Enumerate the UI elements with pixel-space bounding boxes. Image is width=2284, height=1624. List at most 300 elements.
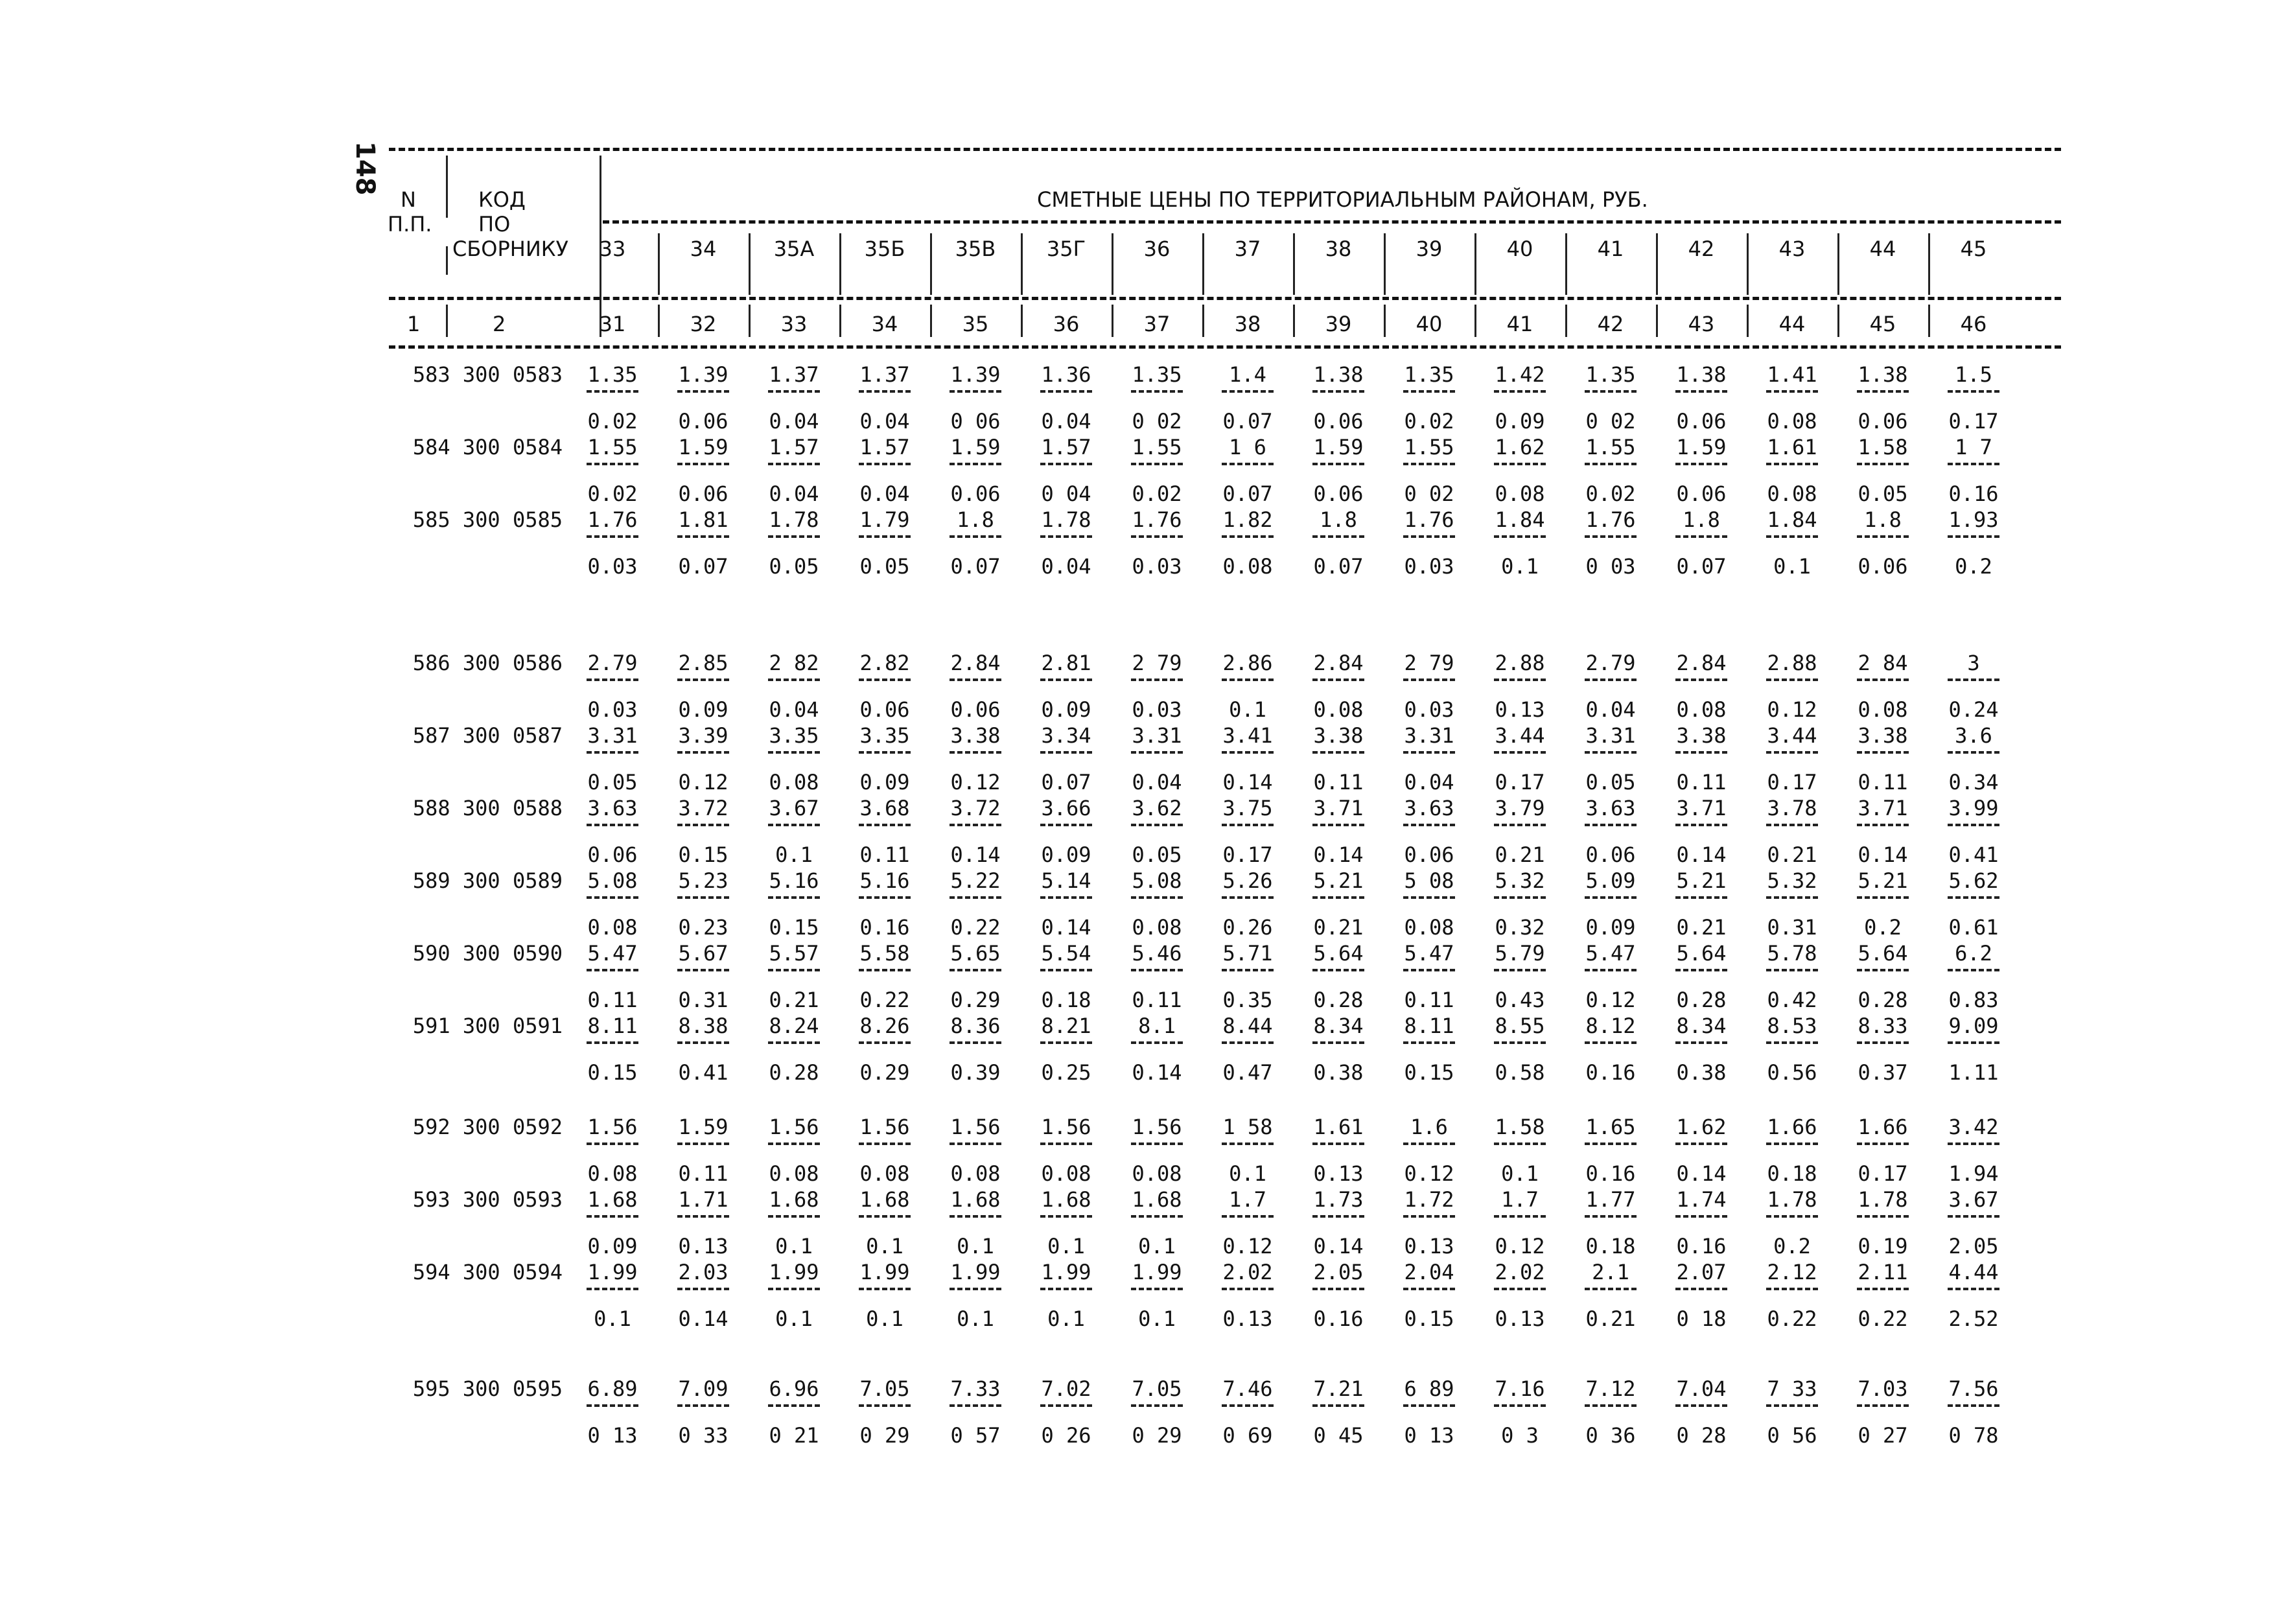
fraction-line — [587, 824, 638, 826]
fraction-line — [587, 1215, 638, 1218]
table-cell-top: 1.8 — [957, 507, 994, 532]
fraction-line — [950, 1288, 1001, 1290]
table-cell-top: 1.7 — [1229, 1187, 1266, 1212]
fraction-line — [1131, 463, 1183, 465]
table-cell-top: 3.31 — [587, 723, 638, 748]
table-cell-bottom: 0.08 — [1313, 697, 1364, 722]
fraction-line — [1766, 535, 1818, 538]
fraction-line — [1040, 1288, 1092, 1290]
fraction-line — [768, 679, 820, 681]
table-cell-top: 8.12 — [1585, 1014, 1636, 1038]
table-cell-bottom: 0.07 — [1676, 554, 1727, 579]
table-cell-bottom: 0.06 — [678, 409, 728, 434]
table-cell-bottom: 0.08 — [1404, 915, 1454, 940]
header-region-1: 34 — [690, 237, 717, 261]
fraction-line — [1948, 1143, 1999, 1145]
table-cell-top: 5.16 — [769, 868, 819, 893]
fraction-line — [1312, 1143, 1364, 1145]
table-cell-top: 2.85 — [678, 651, 728, 675]
fraction-line — [950, 1143, 1001, 1145]
fraction-line — [677, 824, 729, 826]
table-cell-bottom: 0.08 — [1767, 409, 1817, 434]
fraction-line — [950, 1404, 1001, 1407]
fraction-line — [677, 751, 729, 754]
table-cell-top: 7.03 — [1858, 1376, 1908, 1401]
fraction-line — [1403, 969, 1455, 971]
table-cell-bottom: 0 3 — [1501, 1423, 1539, 1448]
table-cell-top: 5.32 — [1767, 868, 1817, 893]
fraction-line — [1585, 824, 1637, 826]
table-cell-bottom: 0.14 — [1313, 842, 1364, 867]
table-cell-bottom: 0.1 — [775, 842, 813, 867]
table-cell-top: 1.68 — [1041, 1187, 1091, 1212]
table-cell-bottom: 0.12 — [678, 770, 728, 795]
fraction-line — [1857, 535, 1909, 538]
table-cell-top: 1.99 — [1132, 1260, 1182, 1284]
fraction-line — [587, 535, 638, 538]
fraction-line — [859, 390, 911, 393]
table-cell-top: 5.64 — [1676, 941, 1727, 966]
table-cell-top: 2.81 — [1041, 651, 1091, 675]
table-cell-bottom: 0.1 — [1773, 554, 1811, 579]
table-cell-bottom: 0.13 — [1313, 1161, 1364, 1186]
table-cell-bottom: 0.1 — [775, 1234, 813, 1259]
table-cell-bottom: 0.61 — [1948, 915, 1999, 940]
table-cell-bottom: 0.03 — [1404, 554, 1454, 579]
fraction-line — [1585, 1288, 1637, 1290]
table-cell-top: 1.78 — [1767, 1187, 1817, 1212]
table-cell-top: 2.84 — [1313, 651, 1364, 675]
table-cell-top: 1.71 — [678, 1187, 728, 1212]
table-cell-top: 1.62 — [1495, 435, 1545, 459]
table-cell-bottom: 0.1 — [775, 1306, 813, 1331]
table-cell-top: 3.62 — [1132, 796, 1182, 820]
table-cell-top: 2 84 — [1858, 651, 1908, 675]
table-cell-top: 1.99 — [587, 1260, 638, 1284]
table-cell-top: 1.81 — [678, 507, 728, 532]
table-cell-bottom: 0.06 — [587, 842, 638, 867]
table-cell-bottom: 0.11 — [859, 842, 910, 867]
table-cell-bottom: 0.04 — [1041, 409, 1091, 434]
vrule-col-7 — [1202, 233, 1204, 295]
table-cell-top: 5.54 — [1041, 941, 1091, 966]
fraction-line — [587, 390, 638, 393]
fraction-line — [768, 1288, 820, 1290]
fraction-line — [1948, 1404, 1999, 1407]
vrule-col-5 — [1021, 233, 1023, 295]
table-cell-top: 5.57 — [769, 941, 819, 966]
table-cell-top: 1.99 — [1041, 1260, 1091, 1284]
table-cell-bottom: 0.11 — [678, 1161, 728, 1186]
table-cell-bottom: 0 13 — [587, 1423, 638, 1448]
table-cell-top: 1.82 — [1222, 507, 1273, 532]
fraction-line — [768, 824, 820, 826]
table-cell-bottom: 0.09 — [1041, 697, 1091, 722]
table-cell-bottom: 0.83 — [1948, 988, 1999, 1012]
table-cell-top: 1.77 — [1585, 1187, 1636, 1212]
table-cell-bottom: 0.47 — [1222, 1060, 1273, 1085]
table-cell-top: 7.16 — [1495, 1376, 1545, 1401]
table-cell-top: 1.76 — [1585, 507, 1636, 532]
table-cell-bottom: 0.58 — [1495, 1060, 1545, 1085]
fraction-line — [768, 896, 820, 899]
table-cell-top: 1.39 — [678, 362, 728, 387]
fraction-line — [1403, 1404, 1455, 1407]
table-cell-top: 1 7 — [1955, 435, 1992, 459]
table-cell-top: 1.7 — [1501, 1187, 1539, 1212]
table-cell-bottom: 0.38 — [1676, 1060, 1727, 1085]
table-cell-top: 2.02 — [1495, 1260, 1545, 1284]
vrule-num-13 — [1747, 305, 1749, 337]
fraction-line — [1312, 896, 1364, 899]
fraction-line — [1948, 969, 1999, 971]
table-row-id: 594 300 0594 — [412, 1260, 563, 1284]
fraction-line — [1585, 535, 1637, 538]
table-cell-top: 6.96 — [769, 1376, 819, 1401]
fraction-line — [950, 751, 1001, 754]
fraction-line — [1585, 751, 1637, 754]
table-cell-top: 5.21 — [1676, 868, 1727, 893]
table-cell-bottom: 0.02 — [1585, 481, 1636, 506]
fraction-line — [1948, 463, 1999, 465]
table-cell-bottom: 0.06 — [1313, 409, 1364, 434]
table-cell-top: 1.58 — [1858, 435, 1908, 459]
table-cell-bottom: 0.1 — [1501, 1161, 1539, 1186]
table-cell-bottom: 0.05 — [1132, 842, 1182, 867]
table-cell-top: 3.31 — [1132, 723, 1182, 748]
fraction-line — [1494, 1215, 1546, 1218]
header-region-8: 38 — [1325, 237, 1352, 261]
table-cell-bottom: 0.03 — [1132, 697, 1182, 722]
header-colnum-7: 35 — [962, 312, 989, 336]
fraction-line — [1312, 1041, 1364, 1044]
header-mid-rule — [603, 220, 2061, 224]
table-cell-top: 1.56 — [1041, 1115, 1091, 1139]
fraction-line — [1040, 1215, 1092, 1218]
table-cell-bottom: 0.22 — [1858, 1306, 1908, 1331]
vrule-col-9 — [1384, 233, 1386, 295]
fraction-line — [1131, 1404, 1183, 1407]
fraction-line — [1494, 896, 1546, 899]
table-cell-top: 2 79 — [1132, 651, 1182, 675]
fraction-line — [587, 1041, 638, 1044]
fraction-line — [1948, 535, 1999, 538]
fraction-line — [1766, 1215, 1818, 1218]
table-cell-bottom: 0 21 — [769, 1423, 819, 1448]
table-cell-top: 2.12 — [1767, 1260, 1817, 1284]
fraction-line — [1222, 1215, 1274, 1218]
vrule-num-3 — [839, 305, 841, 337]
table-cell-bottom: 0.16 — [1585, 1060, 1636, 1085]
fraction-line — [859, 1404, 911, 1407]
table-cell-bottom: 0.26 — [1222, 915, 1273, 940]
table-cell-bottom: 0 02 — [1404, 481, 1454, 506]
fraction-line — [1766, 390, 1818, 393]
fraction-line — [1585, 463, 1637, 465]
fraction-line — [950, 824, 1001, 826]
fraction-line — [1675, 679, 1727, 681]
table-cell-top: 3.31 — [1585, 723, 1636, 748]
table-cell-bottom: 0.08 — [769, 1161, 819, 1186]
table-cell-bottom: 0.08 — [587, 915, 638, 940]
fraction-line — [859, 1288, 911, 1290]
fraction-line — [1766, 1143, 1818, 1145]
table-cell-top: 8.33 — [1858, 1014, 1908, 1038]
table-cell-bottom: 0.1 — [1229, 1161, 1266, 1186]
fraction-line — [950, 463, 1001, 465]
table-cell-bottom: 0.04 — [1132, 770, 1182, 795]
table-cell-bottom: 0.08 — [950, 1161, 1001, 1186]
header-colnum-1: 1 — [407, 312, 421, 336]
table-cell-bottom: 0.35 — [1222, 988, 1273, 1012]
vrule-n2 — [446, 246, 448, 275]
table-cell-top: 1.38 — [1676, 362, 1727, 387]
table-cell-bottom: 0.11 — [1676, 770, 1727, 795]
table-cell-bottom: 0.21 — [1585, 1306, 1636, 1331]
vrule-num-15 — [1928, 305, 1930, 337]
table-cell-bottom: 0.14 — [1041, 915, 1091, 940]
table-cell-top: 5.21 — [1858, 868, 1908, 893]
fraction-line — [587, 969, 638, 971]
table-cell-top: 7.05 — [1132, 1376, 1182, 1401]
table-cell-top: 3.38 — [1313, 723, 1364, 748]
table-cell-bottom: 0.17 — [1948, 409, 1999, 434]
table-cell-bottom: 0.1 — [1229, 697, 1266, 722]
table-cell-top: 1.72 — [1404, 1187, 1454, 1212]
table-cell-top: 3.67 — [769, 796, 819, 820]
table-cell-bottom: 0 02 — [1585, 409, 1636, 434]
fraction-line — [1766, 751, 1818, 754]
table-cell-top: 2.03 — [678, 1260, 728, 1284]
table-cell-top: 7.46 — [1222, 1376, 1273, 1401]
fraction-line — [768, 1143, 820, 1145]
table-cell-bottom: 0.11 — [1858, 770, 1908, 795]
header-region-6: 36 — [1143, 237, 1171, 261]
fraction-line — [1675, 1404, 1727, 1407]
vrule-col-8 — [1293, 233, 1295, 295]
table-cell-top: 8.1 — [1138, 1014, 1176, 1038]
fraction-line — [859, 679, 911, 681]
vrule-col-3 — [839, 233, 841, 295]
fraction-line — [1494, 463, 1546, 465]
table-cell-bottom: 0.16 — [1585, 1161, 1636, 1186]
fraction-line — [768, 535, 820, 538]
fraction-line — [587, 751, 638, 754]
table-cell-bottom: 0.03 — [587, 697, 638, 722]
header-region-5: 35Г — [1046, 237, 1086, 261]
table-cell-bottom: 0.07 — [1222, 409, 1273, 434]
table-cell-bottom: 0.08 — [587, 1161, 638, 1186]
fraction-line — [1675, 535, 1727, 538]
fraction-line — [859, 1215, 911, 1218]
table-cell-bottom: 0.22 — [1767, 1306, 1817, 1331]
fraction-line — [1494, 1288, 1546, 1290]
table-cell-top: 8.11 — [1404, 1014, 1454, 1038]
fraction-line — [677, 1288, 729, 1290]
fraction-line — [1312, 1404, 1364, 1407]
header-region-7: 37 — [1234, 237, 1261, 261]
fraction-line — [1857, 463, 1909, 465]
table-cell-top: 1.68 — [769, 1187, 819, 1212]
header-colnum-13: 41 — [1506, 312, 1533, 336]
table-cell-top: 7.33 — [950, 1376, 1001, 1401]
fraction-line — [1040, 463, 1092, 465]
fraction-line — [1494, 535, 1546, 538]
table-cell-bottom: 0 45 — [1313, 1423, 1364, 1448]
fraction-line — [1948, 679, 1999, 681]
fraction-line — [1131, 390, 1183, 393]
table-cell-bottom: 0.12 — [1585, 988, 1636, 1012]
table-cell-bottom: 0.1 — [1047, 1306, 1085, 1331]
table-cell-bottom: 0.08 — [1132, 1161, 1182, 1186]
vrule-col-14 — [1837, 233, 1839, 295]
header-colnum-10: 38 — [1234, 312, 1261, 336]
table-cell-bottom: 0.06 — [1676, 481, 1727, 506]
table-cell-top: 2.04 — [1404, 1260, 1454, 1284]
fraction-line — [1131, 969, 1183, 971]
table-cell-top: 2.84 — [950, 651, 1001, 675]
table-cell-bottom: 0.19 — [1858, 1234, 1908, 1259]
table-cell-top: 5.47 — [1404, 941, 1454, 966]
header-title: СМЕТНЫЕ ЦЕНЫ ПО ТЕРРИТОРИАЛЬНЫМ РАЙОНАМ, РУБ. — [1037, 187, 1648, 212]
header-colnum-11: 39 — [1325, 312, 1352, 336]
table-cell-top: 3.42 — [1948, 1115, 1999, 1139]
fraction-line — [950, 1215, 1001, 1218]
table-cell-top: 5.08 — [587, 868, 638, 893]
fraction-line — [859, 751, 911, 754]
table-cell-top: 3.99 — [1948, 796, 1999, 820]
fraction-line — [677, 1215, 729, 1218]
header-colnum-18: 46 — [1960, 312, 1987, 336]
table-cell-bottom: 0.04 — [769, 697, 819, 722]
table-cell-top: 1.38 — [1313, 362, 1364, 387]
table-cell-bottom: 0.1 — [1501, 554, 1539, 579]
fraction-line — [1857, 1288, 1909, 1290]
table-cell-top: 1.78 — [1858, 1187, 1908, 1212]
table-cell-top: 5.64 — [1313, 941, 1364, 966]
fraction-line — [1403, 1288, 1455, 1290]
table-cell-top: 1 6 — [1229, 435, 1266, 459]
table-cell-top: 3 — [1967, 651, 1980, 675]
fraction-line — [677, 679, 729, 681]
header-region-13: 43 — [1778, 237, 1806, 261]
table-cell-top: 6.89 — [587, 1376, 638, 1401]
table-cell-top: 1.55 — [1404, 435, 1454, 459]
table-cell-bottom: 0.06 — [1585, 842, 1636, 867]
fraction-line — [1131, 535, 1183, 538]
fraction-line — [1585, 1215, 1637, 1218]
fraction-line — [1857, 679, 1909, 681]
fraction-line — [1131, 824, 1183, 826]
fraction-line — [1948, 824, 1999, 826]
table-cell-bottom: 0.14 — [950, 842, 1001, 867]
table-cell-bottom: 0 56 — [1767, 1423, 1817, 1448]
table-cell-top: 3.31 — [1404, 723, 1454, 748]
fraction-line — [1948, 1215, 1999, 1218]
table-cell-bottom: 0.02 — [587, 481, 638, 506]
fraction-line — [1766, 1404, 1818, 1407]
fraction-line — [1766, 824, 1818, 826]
table-cell-bottom: 0.09 — [1041, 842, 1091, 867]
table-cell-bottom: 0.08 — [1132, 915, 1182, 940]
table-cell-top: 3.63 — [1404, 796, 1454, 820]
table-row-id: 592 300 0592 — [412, 1115, 563, 1139]
header-colnum-14: 42 — [1597, 312, 1624, 336]
table-cell-top: 1.6 — [1410, 1115, 1448, 1139]
vrule-num-5 — [1021, 305, 1023, 337]
table-row-id: 585 300 0585 — [412, 507, 563, 532]
table-cell-top: 1.78 — [769, 507, 819, 532]
table-cell-top: 1.56 — [587, 1115, 638, 1139]
vrule-num-1 — [658, 305, 660, 337]
table-cell-top: 1.55 — [1132, 435, 1182, 459]
table-cell-bottom: 0.11 — [587, 988, 638, 1012]
table-cell-top: 8.34 — [1313, 1014, 1364, 1038]
table-cell-bottom: 0.11 — [1132, 988, 1182, 1012]
fraction-line — [859, 1143, 911, 1145]
table-cell-top: 1.41 — [1767, 362, 1817, 387]
table-cell-bottom: 0.56 — [1767, 1060, 1817, 1085]
table-cell-bottom: 0 36 — [1585, 1423, 1636, 1448]
table-row-id: 590 300 0590 — [412, 941, 563, 966]
table-cell-bottom: 0.04 — [1041, 554, 1091, 579]
table-cell-top: 3.66 — [1041, 796, 1091, 820]
fraction-line — [1040, 679, 1092, 681]
table-cell-top: 1.79 — [859, 507, 910, 532]
header-region-10: 40 — [1506, 237, 1533, 261]
table-cell-top: 8.36 — [950, 1014, 1001, 1038]
fraction-line — [1403, 1041, 1455, 1044]
table-cell-top: 1.99 — [859, 1260, 910, 1284]
table-cell-bottom: 0.08 — [1676, 697, 1727, 722]
fraction-line — [1766, 463, 1818, 465]
table-cell-top: 7.02 — [1041, 1376, 1091, 1401]
fraction-line — [1675, 1215, 1727, 1218]
table-cell-top: 1.37 — [769, 362, 819, 387]
header-region-11: 41 — [1597, 237, 1624, 261]
table-cell-bottom: 0.29 — [950, 988, 1001, 1012]
fraction-line — [1494, 390, 1546, 393]
fraction-line — [1857, 824, 1909, 826]
table-cell-bottom: 0.29 — [859, 1060, 910, 1085]
fraction-line — [1857, 1404, 1909, 1407]
fraction-line — [1131, 896, 1183, 899]
table-cell-bottom: 0.13 — [1404, 1234, 1454, 1259]
table-cell-bottom: 0.15 — [1404, 1060, 1454, 1085]
table-cell-bottom: 0.06 — [950, 697, 1001, 722]
table-cell-bottom: 0.16 — [1948, 481, 1999, 506]
table-cell-top: 3.72 — [678, 796, 728, 820]
table-cell-top: 8.26 — [859, 1014, 910, 1038]
vrule-num-4 — [930, 305, 932, 337]
table-cell-bottom: 0.05 — [769, 554, 819, 579]
table-cell-top: 3.44 — [1495, 723, 1545, 748]
table-cell-top: 1.68 — [859, 1187, 910, 1212]
table-cell-bottom: 0 78 — [1948, 1423, 1999, 1448]
table-cell-bottom: 0.25 — [1041, 1060, 1091, 1085]
header-region-4: 35В — [955, 237, 996, 261]
header-colnum-6: 34 — [871, 312, 898, 336]
vrule-num-10 — [1474, 305, 1476, 337]
table-cell-top: 5.67 — [678, 941, 728, 966]
table-cell-bottom: 0.17 — [1495, 770, 1545, 795]
table-cell-top: 2 82 — [769, 651, 819, 675]
table-row-id: 583 300 0583 — [412, 362, 563, 387]
table-cell-bottom: 0.02 — [1132, 481, 1182, 506]
table-cell-bottom: 0.14 — [1676, 842, 1727, 867]
table-cell-top: 1.37 — [859, 362, 910, 387]
table-cell-top: 3.78 — [1767, 796, 1817, 820]
